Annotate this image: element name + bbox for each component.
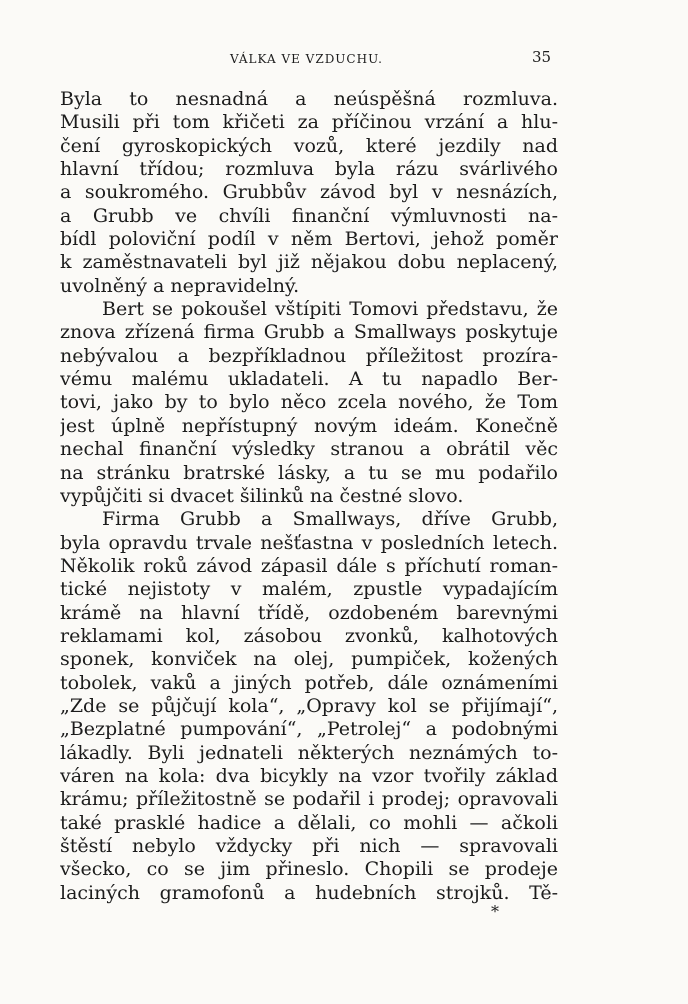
text-line: krámu; příležitostně se podařil i prodej; opravovali <box>60 788 558 811</box>
text-line: bídl poloviční podíl v něm Bertovi, jehož poměr <box>60 228 558 251</box>
text-line: uvolněný a nepravidelný. <box>60 274 300 297</box>
text-line: tovi, jako by to bylo něco zcela nového, že Tom <box>60 391 558 414</box>
text-line: Firma Grubb a Smallways, dříve Grubb, <box>102 508 558 531</box>
text-line: hlavní třídou; rozmluva byla rázu svárlivého <box>60 158 558 181</box>
text-line: a soukromého. Grubbův závod byl v nesnázích, <box>60 181 558 204</box>
body-text <box>60 88 558 905</box>
text-line: vypůjčiti si dvacet šilinků na čestné slovo. <box>60 484 464 507</box>
text-line: nechal finanční výsledky stranou a obrátil věc <box>60 438 558 461</box>
text-line: také prasklé hadice a dělali, co mohli — ačkoli <box>60 811 558 834</box>
text-line: nebývalou a bezpříkladnou příležitost prozíra- <box>60 344 558 367</box>
text-line: vému malému ukladateli. A tu napadlo Ber- <box>60 368 558 391</box>
text-line: jest úplně nepřístupný novým ideám. Konečně <box>60 414 558 437</box>
text-line: znova zřízená firma Grubb a Smallways poskytuje <box>60 321 558 344</box>
text-line: váren na kola: dva bicykly na vzor tvořily základ <box>60 764 558 787</box>
text-line: sponek, konviček na olej, pumpiček, kožených <box>60 648 558 671</box>
text-line: a Grubb ve chvíli finanční výmluvnosti na- <box>60 204 558 227</box>
text-line: laciných gramofonů a hudebních strojků. Tě- <box>60 881 558 904</box>
text-line: byla opravdu trvale nešťastna v posledních letech. <box>60 531 558 554</box>
text-line: tické nejistoty v malém, zpustle vypadajícím <box>60 578 558 601</box>
text-line: k zaměstnavateli byl již nějakou dobu neplacený, <box>60 251 558 274</box>
text-line: Byla to nesnadná a neúspěšná rozmluva. <box>60 88 558 110</box>
text-line: „Zde se půjčují kola“, „Opravy kol se přijímají“, <box>60 694 558 717</box>
text-line: Několik roků závod zápasil dále s příchutí roman- <box>60 554 558 577</box>
text-line: štěstí nebylo vždycky při nich — spravovali <box>60 835 558 857</box>
text-line: „Bezplatné pumpování“, „Petrolej“ a podobnými <box>60 718 558 741</box>
text-line: Bert se pokoušel vštípiti Tomovi představu, že <box>102 298 558 321</box>
text-line: krámě na hlavní třídě, ozdobeném barevnými <box>60 601 558 624</box>
text-line: reklamami kol, zásobou zvonků, kalhotových <box>60 624 558 647</box>
text-line: Musili při tom křičeti za příčinou vrzání a hlu- <box>60 111 558 134</box>
running-title: VÁLKA VE VZDUCHU. <box>230 52 383 66</box>
text-line: lákadly. Byli jednateli některých neznámých to- <box>60 741 558 764</box>
text-line: na stránku bratrské lásky, a tu se mu podařilo <box>60 461 558 484</box>
text-line: všecko, co se jim přineslo. Chopili se prodeje <box>60 858 558 881</box>
signature-mark: * <box>491 902 499 921</box>
page-number: 35 <box>532 48 552 66</box>
text-line: tobolek, vaků a jiných potřeb, dále oznámeními <box>60 671 558 694</box>
text-line: čení gyroskopických vozů, které jezdily nad <box>60 134 558 157</box>
